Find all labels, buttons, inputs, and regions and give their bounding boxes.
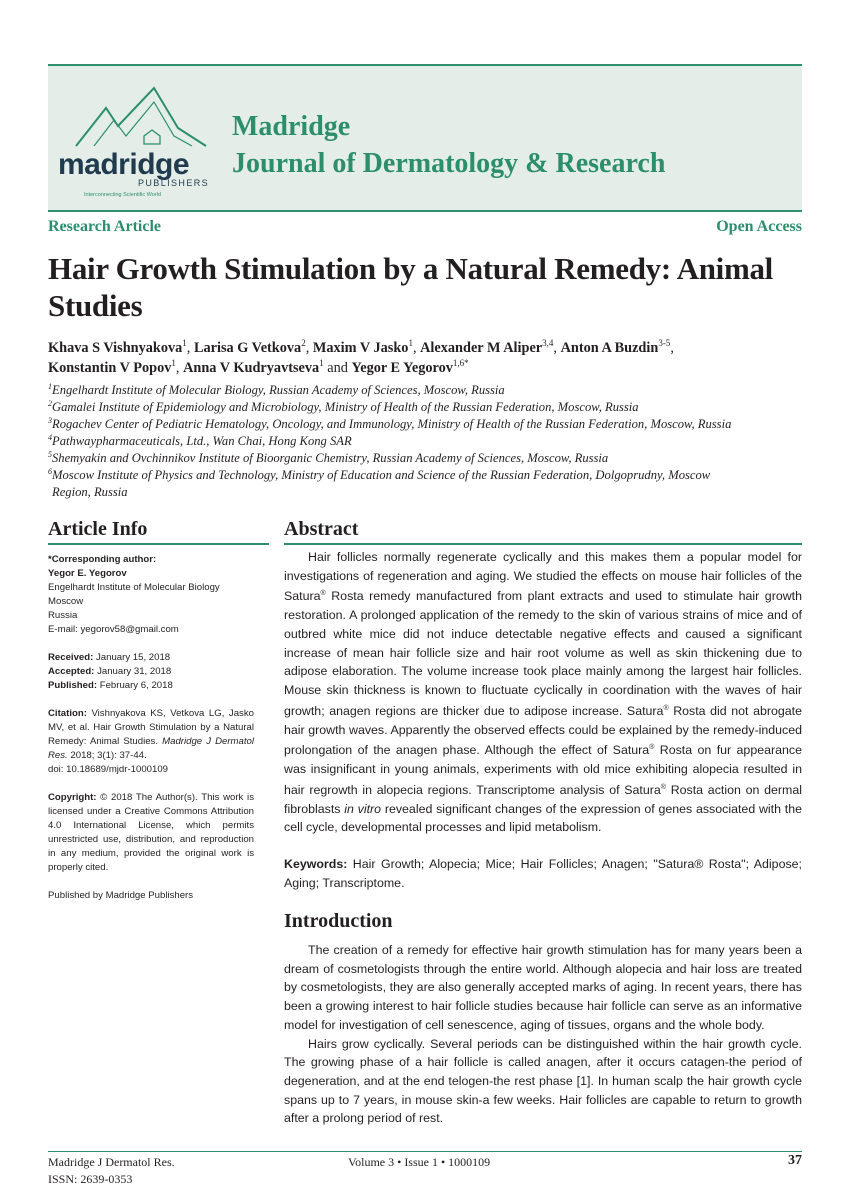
affiliation-text: Pathwaypharmaceuticals, Ltd., Wan Chai, Hong Kong SAR: [52, 434, 352, 448]
introduction-heading: Introduction: [284, 910, 393, 932]
author-name: Anna V Kudryavtseva: [183, 360, 320, 376]
abstract-text-segment: Rosta on fur appearance was insignificant in young animals, experiments with old mice exhibiting alopecia resulted in hair regrowth in alopecia regions. Transcriptome analysis of Satura: [284, 743, 802, 797]
affiliation-text: Moscow Institute of Physics and Technology, Ministry of Education and Science of the Russian Federation, Dolgoprudny, Moscow: [52, 468, 711, 482]
logo-sub-text: PUBLISHERS: [138, 178, 210, 188]
abstract-text-segment: Hair follicles normally regenerate cyclically and this makes them a popular model for investigations of regeneration and aging. We studied the effects on mouse hair follicles of the Satura: [284, 550, 802, 604]
keywords-text: Hair Growth; Alopecia; Mice; Hair Follicles; Anagen; "Satura® Rosta"; Adipose; Aging; Transcriptome.: [284, 857, 802, 890]
corresponding-author-email[interactable]: E-mail: yegorov58@gmail.com: [48, 624, 179, 635]
author-affiliation-sup: 2: [301, 338, 306, 349]
affiliation-item: [48, 467, 806, 484]
article-type-label: Research Article: [48, 218, 161, 235]
article-info-heading: Article Info: [48, 518, 148, 540]
affiliation-number: 4: [48, 432, 52, 442]
affiliation-item: [48, 399, 806, 416]
logo-tagline-text: Interconnecting Scientific World: [84, 192, 161, 198]
copyright-block: [48, 791, 254, 875]
author-affiliation-sup: 1: [171, 358, 176, 369]
author-list: [48, 338, 808, 378]
author-separator: ,: [553, 340, 561, 356]
author-name: Anton A Buzdin: [560, 340, 659, 356]
author-affiliation-sup: 1: [319, 358, 324, 369]
registered-mark: ®: [649, 744, 655, 752]
open-access-label: Open Access: [716, 218, 802, 235]
footer-journal: Madridge J Dermatol Res.: [48, 1155, 175, 1169]
affiliation-item: [48, 416, 806, 433]
abstract-body: [284, 548, 802, 837]
introduction-body: [284, 941, 802, 1128]
abstract-text-segment: Rosta remedy manufactured from plant extracts and used to stimulate hair growth restoration. A prolonged application of the remedy to the skin of various strains of mice and of outbred white mice did not induce detectable negative effects and caused a significant increase of mean hair follicle size and hair root volume as well as skin thickening due to adipose elaboration. The volume increase took place mainly among the largest hair follicles. Mouse skin thickness is known to fluctuate cyclically in coordination with the waves of hair growth; anagen regions are thicker due to adipose increase. Satura: [284, 589, 802, 718]
abstract-italic-term: in vitro: [344, 801, 382, 816]
affiliation-text: Gamalei Institute of Epidemiology and Microbiology, Ministry of Health of the Russian Federation, Moscow, Russia: [52, 400, 639, 414]
registered-mark: ®: [320, 590, 326, 598]
copyright-text: © 2018 The Author(s). This work is licensed under a Creative Commons Attribution 4.0 International License, which permits unrestricted use, distribution, and reproduction in any medium, provided the original work is properly cited.: [48, 792, 254, 873]
abstract-divider: [284, 543, 802, 545]
footer-issn: ISSN: 2639-0353: [48, 1172, 133, 1186]
citation-volume: 2018; 3(1): 37-44.: [70, 750, 147, 761]
affiliation-item: [48, 382, 806, 399]
author-separator: ,: [412, 340, 421, 356]
author-separator: ,: [305, 340, 313, 356]
citation-text: Vishnyakova KS, Vetkova LG, Jasko MV, et al. Hair Growth Stimulation by a Natural Remedy: Animal Studies.: [48, 708, 254, 747]
corresponding-author-label: *Corresponding author:: [48, 554, 157, 565]
corresponding-author-institute: Engelhardt Institute of Molecular Biology: [48, 582, 220, 593]
abstract-paragraph: [284, 548, 802, 837]
accepted-label: Accepted:: [48, 666, 95, 677]
author-affiliation-sup: 3-5: [658, 338, 671, 349]
affiliation-item: [48, 450, 806, 467]
keywords-block: [284, 855, 802, 892]
accepted-date: January 31, 2018: [97, 666, 172, 677]
author-affiliation-sup: 1: [408, 338, 413, 349]
abstract-heading: Abstract: [284, 518, 359, 540]
affiliation-number: 6: [48, 466, 52, 476]
author-affiliation-sup: 1: [182, 338, 187, 349]
corresponding-author-block: [48, 553, 254, 637]
registered-mark: ®: [660, 783, 666, 791]
madridge-logo[interactable]: [56, 78, 226, 203]
keywords-label: Keywords:: [284, 857, 348, 871]
author-name: Khava S Vishnyakova: [48, 340, 183, 356]
affiliation-number: 3: [48, 415, 52, 425]
journal-header: [48, 64, 802, 212]
citation-label: Citation:: [48, 708, 87, 719]
published-date: February 6, 2018: [99, 680, 173, 691]
affiliation-number: 5: [48, 449, 52, 459]
affiliation-text: Rogachev Center of Pediatric Hematology, Oncology, and Immunology, Ministry of Health of the Russian Federation, Moscow, Russia: [52, 417, 732, 431]
author-separator: ,: [186, 340, 194, 356]
footer-divider: [48, 1151, 802, 1152]
author-name: Larisa G Vetkova: [193, 340, 302, 356]
introduction-paragraph: Hairs grow cyclically. Several periods can be distinguished within the hair growth cycle. The growing phase of a hair follicle is called anagen, after it occurs catagen-the period of degeneration, and at the end telogen-the rest phase [1]. In human scalp the hair growth cycle spans up to 7 years, in mouse skin-a few weeks. Hair follicles are capable to return to growth after a prolong period of rest.: [284, 1036, 802, 1126]
corresponding-author-name: Yegor E. Yegorov: [48, 568, 127, 579]
received-label: Received:: [48, 652, 94, 663]
affiliation-number: 1: [48, 381, 52, 391]
received-date: January 15, 2018: [96, 652, 171, 663]
abstract-text-segment: Rosta action on dermal fibroblasts: [284, 782, 802, 816]
article-title: Hair Growth Stimulation by a Natural Remedy: Animal Studies: [48, 251, 773, 323]
published-label: Published:: [48, 680, 98, 691]
author-name: Konstantin V Popov: [48, 360, 172, 376]
footer-volume: Volume 3 • Issue 1 • 1000109: [348, 1155, 491, 1169]
author-separator: ,: [670, 340, 674, 356]
author-separator: ,: [175, 360, 184, 376]
abstract-text-segment: revealed significant changes of the expression of genes associated with the cell cycle, developmental processes and lipid metabolism.: [284, 801, 802, 835]
citation-doi[interactable]: doi: 10.18689/mjdr-1000109: [48, 764, 169, 775]
author-separator: and: [323, 360, 352, 376]
abstract-text-segment: Rosta did not abrogate hair growth waves. Apparently the observed effects could be explained by the remedy-induced prolongation of the anagen phase. Although the effect of Satura: [284, 703, 802, 758]
article-info-divider: [48, 543, 269, 545]
affiliation-text: Engelhardt Institute of Molecular Biology, Russian Academy of Sciences, Moscow, Russia: [52, 383, 505, 397]
copyright-label: Copyright:: [48, 792, 97, 803]
journal-name-line1: Madridge: [232, 111, 351, 142]
dates-block: [48, 651, 254, 693]
affiliation-number: 2: [48, 398, 52, 408]
affiliation-continuation: Region, Russia: [52, 485, 128, 499]
author-name: Alexander M Aliper: [420, 340, 543, 356]
logo-brand-text: madridge: [58, 148, 190, 181]
registered-mark: ®: [663, 704, 669, 712]
journal-name-line2: Journal of Dermatology & Research: [232, 148, 666, 179]
affiliation-text: Shemyakin and Ovchinnikov Institute of Bioorganic Chemistry, Russian Academy of Sciences, Moscow, Russia: [52, 451, 609, 465]
affiliation-list: [48, 382, 806, 501]
page-number: 37: [788, 1153, 802, 1168]
author-name: Maxim V Jasko: [312, 340, 409, 356]
journal-name: [232, 108, 665, 182]
affiliation-item: [48, 433, 806, 450]
author-name: Yegor E Yegorov: [351, 360, 453, 376]
introduction-paragraph: The creation of a remedy for effective hair growth stimulation has for many years been a dream of cosmetologists through the entire world. Although alopecia and hair loss are treated by cosmetologists, they are also generally accepted marks of aging. In recent years, there has been a growing interest to hair follicle studies because hair follicle can serve as an informative model for investigation of cell senescence, aging of tissues, organs and the whole body.: [284, 943, 802, 1032]
citation-journal: Madridge J Dermatol Res.: [48, 736, 255, 761]
author-affiliation-sup: 3,4: [542, 338, 554, 349]
corresponding-author-country: Russia: [48, 610, 78, 621]
corresponding-author-city: Moscow: [48, 596, 84, 607]
citation-block: [48, 707, 254, 777]
article-info-panel: [48, 553, 254, 903]
author-affiliation-sup: 1,6*: [452, 358, 469, 369]
mountain-logo-graphic: [56, 78, 226, 203]
publisher-line: Published by Madridge Publishers: [48, 890, 194, 901]
